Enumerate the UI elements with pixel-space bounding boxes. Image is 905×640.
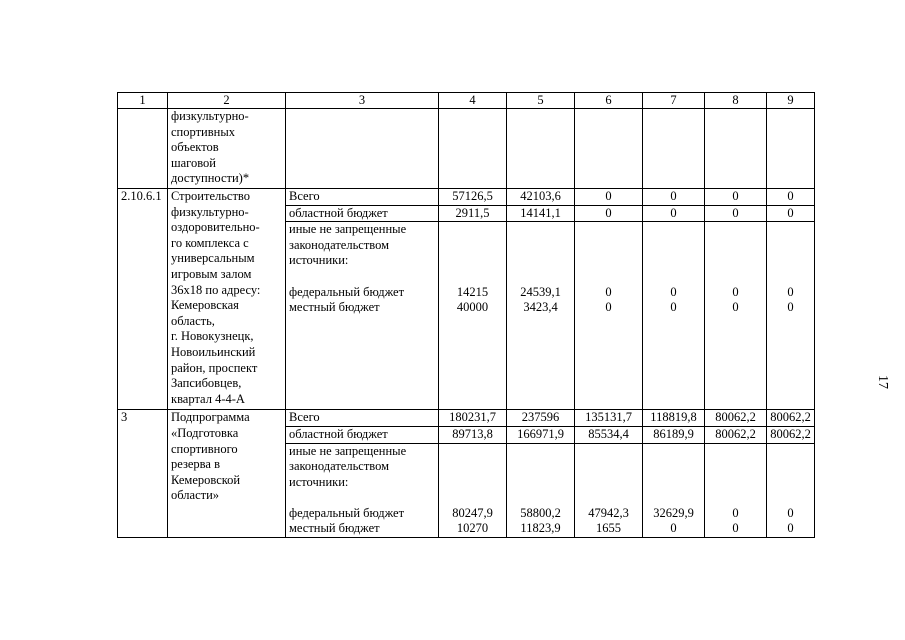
source-label: областной бюджет	[286, 205, 439, 222]
header-cell: 3	[286, 93, 439, 109]
row-name-cell	[168, 189, 286, 410]
value-cell: 14141,1	[507, 205, 575, 222]
name-line: 36х18 по адресу:	[171, 282, 261, 297]
source-other-line: законодательством	[289, 237, 390, 252]
header-cell: 1	[118, 93, 168, 109]
value-cell: 0	[575, 205, 643, 222]
name-line: го комплекса с	[171, 235, 249, 250]
value-cell: 0	[787, 521, 794, 536]
value-cell: 80062,2	[767, 426, 815, 443]
value-cell: 0	[732, 505, 739, 520]
name-line: доступности)*	[171, 171, 250, 186]
row-code-cell: 3	[118, 410, 168, 538]
value-cell: 11823,9	[520, 521, 561, 536]
row-name-cell	[168, 410, 286, 538]
value-cell: 0	[767, 189, 815, 206]
budget-table	[117, 92, 815, 538]
value-cell: 0	[575, 189, 643, 206]
header-cell: 4	[439, 93, 507, 109]
value-cell: 0	[643, 189, 705, 206]
name-line: Кемеровской	[171, 472, 241, 487]
value-cell: 0	[787, 300, 794, 315]
value-cell: 0	[705, 189, 767, 206]
name-line: физкультурно-	[171, 204, 249, 219]
source-label: местный бюджет	[289, 521, 380, 536]
name-line: Подпрограмма	[171, 410, 250, 425]
name-line: спортивных	[171, 124, 235, 139]
name-line: универсальным	[171, 251, 255, 266]
table-row-2-10-6-1-total	[118, 189, 815, 206]
value-cell: 86189,9	[643, 426, 705, 443]
value-cell: 237596	[507, 410, 575, 427]
source-other-cell	[286, 222, 439, 410]
value-cell: 118819,8	[643, 410, 705, 427]
value-cell: 24539,1	[520, 284, 561, 299]
value-cell: 0	[670, 284, 677, 299]
continuation-name-cell	[168, 109, 286, 189]
name-line: спортивного	[171, 441, 238, 456]
value-cell: 180231,7	[439, 410, 507, 427]
value-cell: 80247,9	[452, 505, 493, 520]
name-line: район, проспект	[171, 360, 258, 375]
value-cell: 0	[670, 521, 677, 536]
value-cell: 85534,4	[575, 426, 643, 443]
value-cell: 0	[605, 284, 612, 299]
value-cell: 0	[670, 300, 677, 315]
name-line: г. Новокузнецк,	[171, 329, 254, 344]
value-cell: 0	[643, 205, 705, 222]
name-line: шаговой	[171, 155, 216, 170]
name-line: Кемеровская	[171, 298, 239, 313]
value-cell: 3423,4	[523, 300, 558, 315]
source-label: областной бюджет	[286, 426, 439, 443]
value-cell: 0	[605, 300, 612, 315]
source-label: федеральный бюджет	[289, 284, 405, 299]
value-cell: 0	[732, 521, 739, 536]
value-cell: 1655	[596, 521, 621, 536]
value-cell: 47942,3	[588, 505, 629, 520]
value-cell: 10270	[456, 521, 489, 536]
source-other-line: иные не запрещенные	[289, 222, 407, 237]
value-cell: 0	[732, 300, 739, 315]
table-header-row	[118, 93, 815, 109]
header-cell: 7	[643, 93, 705, 109]
source-other-cell	[286, 443, 439, 538]
name-line: физкультурно-	[171, 109, 249, 123]
name-line: области»	[171, 488, 220, 503]
table-row-continuation	[118, 109, 815, 189]
value-cell: 0	[705, 205, 767, 222]
value-cell: 2911,5	[439, 205, 507, 222]
value-cell: 0	[787, 505, 794, 520]
source-other-line: иные не запрещенные	[289, 443, 407, 458]
source-other-line: источники:	[289, 253, 349, 268]
name-line: Строительство	[171, 189, 251, 203]
value-cell: 0	[767, 205, 815, 222]
value-cell: 32629,9	[653, 505, 694, 520]
value-cell: 42103,6	[507, 189, 575, 206]
header-cell: 9	[767, 93, 815, 109]
value-cell: 14215	[456, 284, 489, 299]
header-cell: 2	[168, 93, 286, 109]
header-cell: 8	[705, 93, 767, 109]
page-number: 17	[875, 375, 890, 389]
value-cell: 80062,2	[767, 410, 815, 427]
name-line: объектов	[171, 140, 219, 155]
source-other-line: источники:	[289, 474, 349, 489]
name-line: Запсибовцев,	[171, 376, 242, 391]
name-line: оздоровительно-	[171, 220, 260, 235]
source-label: федеральный бюджет	[289, 505, 405, 520]
header-cell: 5	[507, 93, 575, 109]
source-other-line: законодательством	[289, 459, 390, 474]
value-cell: 0	[732, 284, 739, 299]
name-line: область,	[171, 313, 215, 328]
source-label: местный бюджет	[289, 300, 380, 315]
source-label: Всего	[286, 410, 439, 427]
source-label: Всего	[286, 189, 439, 206]
value-cell: 58800,2	[520, 505, 561, 520]
name-line: «Подготовка	[171, 425, 239, 440]
value-cell: 0	[787, 284, 794, 299]
value-cell: 166971,9	[507, 426, 575, 443]
row-code-cell: 2.10.6.1	[118, 189, 168, 410]
value-cell: 40000	[456, 300, 489, 315]
name-line: игровым залом	[171, 266, 252, 281]
name-line: квартал 4-4-А	[171, 391, 245, 406]
name-line: резерва в	[171, 457, 220, 472]
name-line: Новоильинский	[171, 344, 256, 359]
value-cell: 80062,2	[705, 410, 767, 427]
value-cell: 135131,7	[575, 410, 643, 427]
table-row-3-total	[118, 410, 815, 427]
header-cell: 6	[575, 93, 643, 109]
value-cell: 57126,5	[439, 189, 507, 206]
value-cell: 80062,2	[705, 426, 767, 443]
value-cell: 89713,8	[439, 426, 507, 443]
